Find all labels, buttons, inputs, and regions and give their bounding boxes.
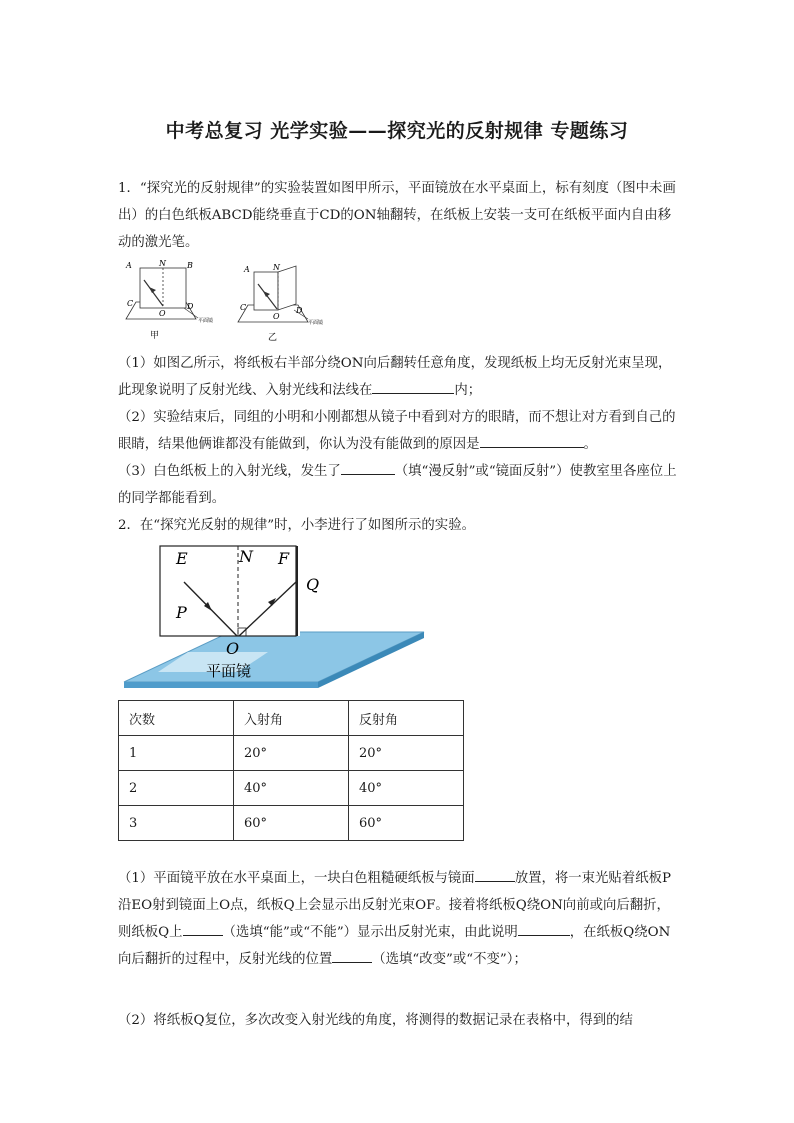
q2-intro: 2．在“探究光反射的规律”时，小李进行了如图所示的实验。 [118,518,475,533]
table-header: 入射角 [234,701,349,736]
figure-jia [125,259,213,341]
q1-part2: （2）实验结束后，同组的小明和小刚都想从镜子中看到对方的眼睛，而不想让对方看到自己的眼睛，结果他俩谁都没有能做到，你认为没有能做到的原因是 。 [118,410,676,452]
label-o-yi: O [273,312,280,321]
label-f: F [278,549,290,568]
table-cell: 40° [349,771,464,806]
q1-intro: 1．“探究光的反射规律”的实验装置如图甲所示，平面镜放在水平桌面上，标有刻度（图中未画出）的白色纸板ABCD能绕垂直于CD的ON轴翻转，在纸板上安装一支可在纸板平面内自由移动的激光笔。 [118,181,676,250]
table-cell: 40° [234,771,349,806]
table-cell: 60° [349,806,464,841]
page-title: 中考总复习 光学实验——探究光的反射规律 专题练习 [165,120,629,142]
q2-part1: （1）平面镜平放在水平桌面上，一块白色粗糙硬纸板与镜面 放置，将一束光贴着纸板P沿EO射到镜面上O点，纸板Q上会显示出反射光束OF。接着将纸板Q绕ON向前或向后翻折，则纸板Q上 （选填“能”或“不能”）显示出反射光束，由此说明 ，在纸板Q绕ON向后翻折的过程中，反射光线的位置 （选填“改变”或“不变”）； [118,865,678,973]
q1-part1: （1）如图乙所示，将纸板右半部分绕ON向后翻转任意角度，发现纸板上均无反射光束呈现，此现象说明了反射光线、入射光线和法线在 内； [118,356,672,398]
label-d-yi: D [296,306,303,315]
table-header-row [119,701,464,736]
label-mirror-yi: 平面镜 [308,320,324,326]
table-cell: 3 [119,806,234,841]
q1-figure [118,256,333,342]
label-p: P [176,603,187,622]
answer-blank-q1-2[interactable] [480,433,584,448]
table-header: 反射角 [349,701,464,736]
table-row [119,806,464,841]
mirror-edge-front [124,682,318,688]
label-o: O [226,639,240,658]
label-o-jia: O [159,309,166,318]
label-c-jia: C [127,299,134,308]
figure-yi [238,263,323,342]
label-n: N [239,547,253,566]
q2-figure [118,542,438,692]
label-b-jia: B [187,261,193,270]
q2-part2: （2）将纸板Q复位，多次改变入射光线的角度，将测得的数据记录在表格中，得到的结 [118,1013,633,1028]
answer-blank-q2-3[interactable] [518,921,570,936]
table-row [119,736,464,771]
table-row [119,771,464,806]
data-table [118,700,464,841]
label-mirror: 平面镜 [206,662,252,680]
answer-blank-q1-3[interactable] [341,460,395,475]
label-mirror-jia: 平面镜 [198,318,214,324]
table-cell: 20° [234,736,349,771]
label-q: Q [306,575,320,594]
label-n-yi: N [273,263,280,272]
q1-part3: （3）白色纸板上的入射光线，发生了 （填“漫反射”或“镜面反射”）使教室里各座位上的同学都能看到。 [118,458,678,512]
label-a-jia: A [126,261,132,270]
board-yi-left [254,272,278,310]
table-cell: 1 [119,736,234,771]
table-cell: 20° [349,736,464,771]
table-cell: 2 [119,771,234,806]
answer-blank-q2-2[interactable] [183,921,223,936]
answer-blank-q2-4[interactable] [332,948,372,963]
label-d-jia: D [187,302,194,311]
label-yi: 乙 [268,333,278,342]
label-c-yi: C [240,303,247,312]
answer-blank-q2-1[interactable] [475,867,515,882]
label-n-jia: N [159,259,166,268]
answer-blank-q1-1[interactable] [372,379,454,394]
table-cell: 60° [234,806,349,841]
table-header: 次数 [119,701,234,736]
label-a-yi: A [244,265,250,274]
label-e: E [176,549,188,568]
label-jia: 甲 [150,331,160,341]
board-yi-right [278,266,296,310]
